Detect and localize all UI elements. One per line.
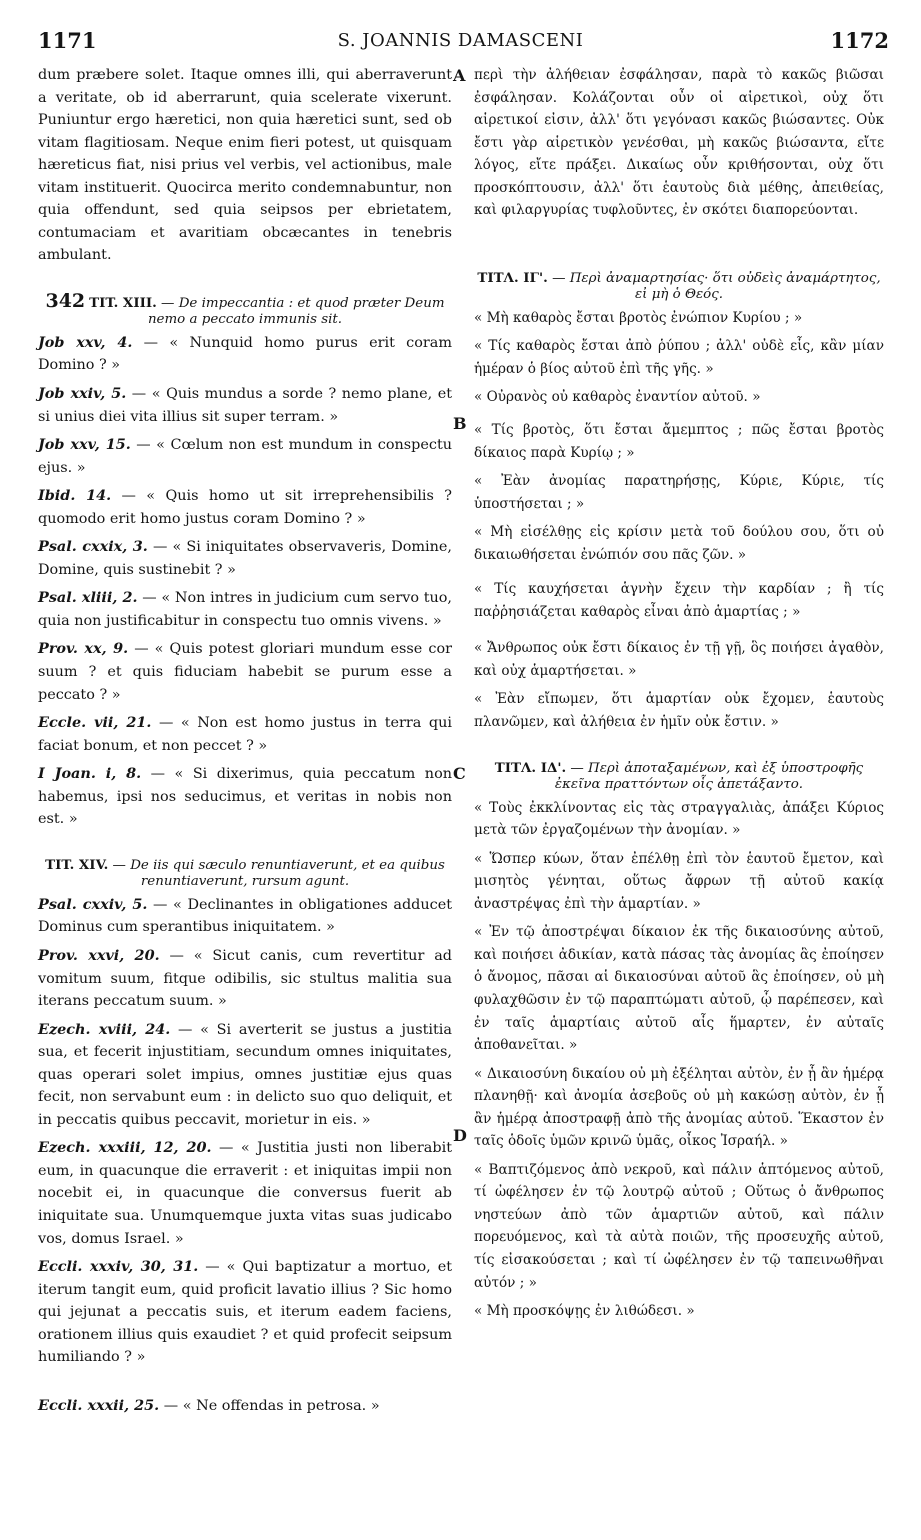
title-heading: — Περὶ ἀναμαρτησίας· ὅτι οὐδεὶς ἀναμάρτητος, εἰ μὴ ὁ Θεός. xyxy=(552,270,881,302)
latin-entry xyxy=(38,1019,452,1132)
latin-entry xyxy=(38,485,452,530)
latin-entry xyxy=(38,587,452,632)
scripture-reference: Job xxiv, 5. xyxy=(38,385,127,403)
margin-letter-a: A xyxy=(453,66,466,85)
title-heading: — De impeccantia : et quod præter Deum nemo a peccato immunis sit. xyxy=(147,295,445,327)
latin-entry xyxy=(38,332,452,377)
scripture-text: — « Si dixerimus, quia peccatum non habemus, ipsi nos seducimus, et veritas in nobis non est. » xyxy=(38,766,452,828)
latin-entry xyxy=(38,894,452,939)
scripture-reference: Psal. xliii, 2. xyxy=(38,589,138,607)
greek-entry: « Δικαιοσύνη δικαίου οὐ μὴ ἐξέληται αὐτὸν, ἐν ᾗ ἂν ἡμέρᾳ πλανηθῇ· καὶ ἀνομία ἀσεβοῦς οὐ μὴ κακώσῃ αὐτὸν, ἐν ᾗ ἂν ἡμέρᾳ ἀποστραφῇ ἀπὸ τῆς ἀνομίας αὐτοῦ. Ἕκαστον ἐν ταῖς ὁδοῖς ὑμῶν κρινῶ ὑμᾶς, οἶκος Ἰσραήλ. » xyxy=(474,1065,884,1150)
scripture-reference: Ezech. xxxiii, 12, 20. xyxy=(38,1139,212,1157)
scripture-text: — « Nunquid homo purus erit coram Domino ? » xyxy=(38,334,452,374)
greek-entry: « Ἐν τῷ ἀποστρέψαι δίκαιον ἐκ τῆς δικαιοσύνης αὐτοῦ, καὶ ποιήσει ἀδικίαν, κατὰ πάσας τὰς ἀνομίας ἃς ἐποίησεν ὁ ἄνομος, πᾶσαι αἱ δικαιοσύναι αὐτοῦ ἃς ἐποίησεν, οὐ μὴ φυλαχθῶσιν ἐν τῷ παραπτώματι αὐτοῦ, ᾧ παρέπεσεν, καὶ ἐν ταῖς ἁμαρτίαις αὐτοῦ αἷς ἥμαρτεν, ἐν αὐταῖς ἀποθανεῖται. » xyxy=(474,924,884,1054)
scripture-reference: I Joan. i, 8. xyxy=(38,765,142,783)
greek-entry: « Τίς καυχήσεται ἁγνὴν ἔχειν τὴν καρδίαν ; ἢ τίς παῤῥησιάζεται καθαρὸς εἶναι ἀπὸ ἁμαρτίας ; » xyxy=(474,581,884,620)
greek-entry: « Ἐὰν ἀνομίας παρατηρήσῃς, Κύριε, Κύριε, τίς ὑποστήσεται ; » xyxy=(474,473,884,512)
greek-column xyxy=(474,64,884,1329)
latin-entry xyxy=(38,536,452,581)
greek-entry: « Ἐὰν εἴπωμεν, ὅτι ἁμαρτίαν οὐκ ἔχομεν, ἑαυτοὺς πλανῶμεν, καὶ ἀλήθεια ἐν ἡμῖν οὐκ ἔστιν. » xyxy=(474,691,884,731)
latin-column xyxy=(38,64,452,1423)
latin-entry xyxy=(38,945,452,1013)
scripture-text: — « Justitia justi non liberabit eum, in quacunque die erraverit : et iniquitas impii non nocebit ei, in quacunque die conversus fuerit ab iniquitate sua. Unumquemque juxta vitas suas judicabo vos, domus Israel. » xyxy=(38,1140,452,1247)
margin-letter-b: B xyxy=(453,414,467,433)
scripture-reference: Ezech. xviii, 24. xyxy=(38,1020,171,1038)
title-label: ΤΙΤΛ. ΙΔ'. xyxy=(494,759,567,776)
latin-entry xyxy=(38,434,452,479)
greek-title-14 xyxy=(474,760,884,793)
greek-entry: « Ἄνθρωπος οὐκ ἔστι δίκαιος ἐν τῇ γῇ, ὃς ποιήσει ἀγαθὸν, καὶ οὐχ ἁμαρτήσεται. » xyxy=(474,640,884,679)
title-label: TIT. XIV. xyxy=(45,856,109,873)
margin-letter-d: D xyxy=(453,1126,467,1145)
latin-intro-paragraph: dum præbere solet. Itaque omnes illi, qui aberraverunt a veritate, ob id aberrarunt, quia scelerate vixerunt. Puniuntur ergo hæretici, non quia hæretici sunt, sed ob vitam flagitiosam. Neque enim fieri potest, ut quisquam hæreticus fiat, nisi prius vel verbis, vel actionibus, male vitam instituerit. Quocirca merito condemnabuntur, non quia offendunt, sed quia seipsos per ebrietatem, contumaciam et avaritiam obcæcantes in tenebris ambulant. xyxy=(38,67,452,264)
title-label: ΤΙΤΛ. ΙΓ'. xyxy=(477,269,548,286)
title-heading: — Περὶ ἀποταξαμένων, καὶ ἐξ ὑποστροφῆς ἐκεῖνα πραττόντων οἷς ἀπετάξαντο. xyxy=(554,760,864,792)
scripture-reference: Eccli. xxxii, 25. xyxy=(38,1396,160,1414)
latin-entry xyxy=(38,1137,452,1250)
scripture-text: — « Quis mundus a sorde ? nemo plane, et si unius diei vita illius sit super terram. » xyxy=(38,386,452,425)
scripture-text: — « Non est homo justus in terra qui faciat bonum, et non peccet ? » xyxy=(38,715,452,754)
latin-entry xyxy=(38,712,452,757)
scripture-reference: Psal. cxxiv, 5. xyxy=(38,895,148,913)
greek-entry: « Βαπτιζόμενος ἀπὸ νεκροῦ, καὶ πάλιν ἁπτόμενος αὐτοῦ, τί ὠφέλησεν ἐν τῷ λουτρῷ αὐτοῦ ; Οὕτως ὁ ἄνθρωπος νηστεύων ἀπὸ τῶν ἁμαρτιῶν αὐτοῦ, καὶ πάλιν πορευόμενος, καὶ τὰ αὐτὰ ποιῶν, τῆς προσευχῆς αὐτοῦ, τίς εἰσακούσεται ; καὶ τί ὠφέλησεν ἐν τῷ ταπεινωθῆναι αὐτόν ; » xyxy=(474,1161,884,1291)
greek-entry: « Τίς καθαρὸς ἔσται ἀπὸ ῥύπου ; ἀλλ' οὐδὲ εἷς, κἂν μίαν ἡμέραν ὁ βίος αὐτοῦ ἐπὶ τῆς γῆς. » xyxy=(474,338,884,377)
latin-title-14 xyxy=(38,857,452,890)
margin-letter-c: C xyxy=(453,764,466,783)
scripture-text: — « Sicut canis, cum revertitur ad vomitum suum, fitque odibilis, sic stultus malitia sua iterans peccatum suum. » xyxy=(38,947,452,1010)
page-number-left: 1171 xyxy=(38,28,97,53)
scripture-text: — « Quis homo ut sit irreprehensibilis ? quomodo erit homo justus coram Domino ? » xyxy=(38,488,452,527)
greek-title-13 xyxy=(474,270,884,303)
latin-entry xyxy=(38,1256,452,1369)
scripture-reference: Eccle. vii, 21. xyxy=(38,714,152,732)
scripture-text: — « Quis potest gloriari mundum esse cor suum ? et quis fiduciam habebit se purum esse a peccato ? » xyxy=(38,641,452,703)
latin-entry xyxy=(38,763,452,831)
scripture-reference: Prov. xxvi, 20. xyxy=(38,946,160,964)
scripture-text: — « Si averterit se justus a justitia sua, et fecerit injustitiam, secundum omnes iniquitates, quas operari solet impius, omnes justitiæ ejus quas fecit, non servabunt eum : in delicto suo quo deliquit, et in peccatis quibus peccavit, morietur in eis. » xyxy=(38,1021,452,1128)
scripture-text: — « Si iniquitates observaveris, Domine, Domine, quis sustinebit ? » xyxy=(38,539,453,578)
greek-entry: « Οὐρανὸς οὐ καθαρὸς ἐναντίον αὐτοῦ. » xyxy=(474,389,761,406)
greek-entry: « Ὥσπερ κύων, ὅταν ἐπέλθῃ ἐπὶ τὸν ἑαυτοῦ ἔμετον, καὶ μισητὸς γένηται, οὕτως ἄφρων τῇ αὐτοῦ κακίᾳ ἀναστρέψας ἐπὶ τὴν ἁμαρτίαν. » xyxy=(474,850,884,912)
latin-entry xyxy=(38,383,452,428)
greek-entry: « Μὴ καθαρὸς ἔσται βροτὸς ἐνώπιον Κυρίου ; » xyxy=(474,309,803,326)
scripture-text: — « Declinantes in obligationes adducet Dominus cum sperantibus iniquitatem. » xyxy=(38,896,453,936)
running-title: S. JOANNIS DAMASCENI xyxy=(337,30,584,51)
scripture-text: — « Non intres in judicium cum servo tuo, quia non justificabitur in conspectu tuo omnis vivens. » xyxy=(38,590,452,629)
scripture-reference: Job xxv, 4. xyxy=(38,333,133,351)
title-heading: — De iis qui sæculo renuntiaverunt, et ea quibus renuntiaverunt, rursum agunt. xyxy=(112,857,445,889)
latin-title-13 xyxy=(38,289,452,328)
greek-intro-paragraph: περὶ τὴν ἀλήθειαν ἐσφάλησαν, παρὰ τὸ κακῶς βιῶσαι ἐσφάλησαν. Κολάζονται οὖν οἱ αἱρετικοὶ, οὐχ ὅτι αἱρετικοί εἰσιν, ἀλλ' ὅτι γεγόνασι κακῶς βιώσαντες. Οὐκ ἔστι γὰρ αἱρετικὸν γενέσθαι, μὴ κακῶς βιώσαντα, εἴτε λόγος, εἴτε πράξει. Δικαίως οὖν κριθήσονται, οὐχ ὅτι προσκόπτουσιν, ἀλλ' ὅτι ἑαυτοὺς διὰ μέθης, ἀπειθείας, καὶ φιλαργυρίας τυφλοῦντες, ἐν σκότει διαπορεύονται. xyxy=(474,67,884,219)
page-number-right: 1172 xyxy=(830,28,889,53)
scripture-reference: Eccli. xxxiv, 30, 31. xyxy=(38,1258,199,1276)
scripture-text: — « Cœlum non est mundum in conspectu ejus. » xyxy=(38,437,453,476)
greek-entry: « Μὴ προσκόψῃς ἐν λιθώδεσι. » xyxy=(474,1303,695,1320)
latin-entry xyxy=(38,1395,452,1418)
scripture-text: — « Ne offendas in petrosa. » xyxy=(159,1397,380,1414)
latin-entry xyxy=(38,638,452,706)
title-label: TIT. XIII. xyxy=(89,294,157,311)
scripture-reference: Psal. cxxix, 3. xyxy=(38,538,148,556)
greek-entry: « Τίς βροτὸς, ὅτι ἔσται ἄμεμπτος ; πῶς ἔσται βροτὸς δίκαιος παρὰ Κυρίῳ ; » xyxy=(474,422,884,461)
page-header xyxy=(0,28,921,58)
greek-entry: « Μὴ εἰσέλθῃς εἰς κρίσιν μετὰ τοῦ δούλου σου, ὅτι οὐ δικαιωθήσεται ἐνώπιόν σου πᾶς ζῶν. » xyxy=(474,524,884,563)
column-marker: 342 xyxy=(45,289,86,312)
scripture-text: — « Qui baptizatur a mortuo, et iterum tangit eum, quid proficit lavatio illius ? Sic homo qui jejunat a peccatis suis, et iterum eadem faciens, orationem illius quis exaudiet ? et quid profecit seipsum humiliando ? » xyxy=(38,1259,452,1366)
greek-entry: « Τοὺς ἐκκλίνοντας εἰς τὰς στραγγαλιὰς, ἀπάξει Κύριος μετὰ τῶν ἐργαζομένων τὴν ἀνομίαν. » xyxy=(474,799,884,839)
scripture-reference: Job xxv, 15. xyxy=(38,436,131,454)
scripture-reference: Ibid. 14. xyxy=(38,487,112,505)
scripture-reference: Prov. xx, 9. xyxy=(38,640,129,658)
